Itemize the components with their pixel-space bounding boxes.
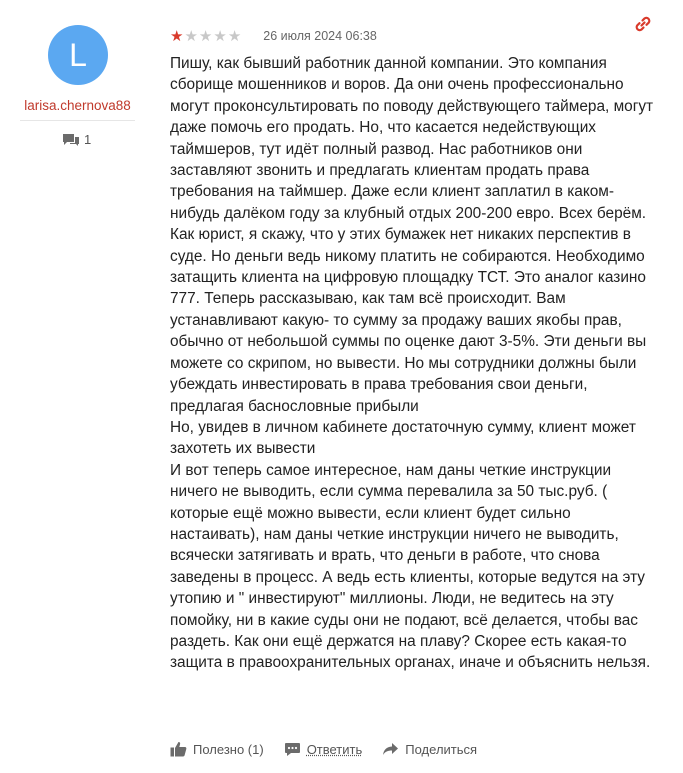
review-date: 26 июля 2024 06:38 [263, 29, 377, 43]
comment-icon [284, 742, 301, 757]
star-empty-icon: ★ [198, 27, 213, 45]
author-divider [20, 120, 135, 121]
star-filled-icon: ★ [170, 27, 184, 45]
review-text [170, 53, 660, 674]
review-actions [170, 741, 497, 757]
star-empty-icon: ★ [227, 27, 242, 45]
review-paragraph: И вот теперь самое интересное, нам даны четкие инструкции ничего не выводить, если сумма перевалила за 50 тыс.руб. ( которые ещё можно вывести, если клиент будет сильно настаивать), нам даны четкие инструкции ничего не выводить, всячески затягивать и врать, что деньги в работе, что снова заведены в процесс. А ведь есть клиенты, которые ведутся на эту утопию и " инвестируют" миллионы. Люди, не ведитесь на эту помойку, ни в какие суды они не подают, всё делается, чтобы вас раздеть. Как они ещё держатся на плаву? Скорее есть какая-то защита в правоохранительных органах, иначе и объяснить нельзя. [170, 461, 651, 672]
author-reviews-count[interactable] [62, 132, 91, 147]
comments-icon [62, 133, 80, 147]
reply-button[interactable] [284, 742, 363, 757]
reply-label: Ответить [306, 741, 363, 757]
share-label: Поделиться [405, 741, 478, 757]
star-empty-icon: ★ [213, 27, 227, 45]
rating-stars [170, 29, 241, 44]
review-paragraph: Пишу, как бывший работник данной компании. Это компания сборище мошенников и воров. Да они очень профессионально могут проконсультировать по поводу действующего таймера, могут даже помочь его продать. Но, что касается недействующих таймшеров, тут идёт полный развод. Нас работников они заставляют звонить и предлагать клиентам продать права требования на таймшер. Даже если клиент заплатил в каком- нибудь далёком году за клубный отдых 200-200 евро. Всех берём. Как юрист, я скажу, что у этих бумажек нет никаких перспектив в суде. Но деньги ведь никому платить не собираются. Необходимо затащить клиента на цифровую площадку ТСТ. Это аналог казино 777. Теперь рассказываю, как там всё происходит. Вам устанавливают какую- то сумму за продажу ваших якобы прав, обычно от небольшой суммы по оценке дают 3-5%. Эти деньги вы можете со скрипом, но вывести. Но мы сотрудники должны были убеждать инвестировать в права требования свои деньги, предлагая баснословные прибыли [170, 55, 654, 415]
review-paragraph: Но, увидев в личном кабинете достаточную сумму, клиент может захотеть их вывести [170, 418, 636, 458]
share-button[interactable] [382, 742, 477, 757]
thumbs-up-icon [170, 741, 187, 757]
avatar[interactable]: L [48, 25, 108, 85]
share-icon [382, 742, 399, 756]
useful-label: Полезно (1) [193, 741, 264, 757]
useful-button[interactable] [170, 741, 264, 757]
star-empty-icon: ★ [184, 27, 198, 45]
author-name-link[interactable]: larisa.chernova88 [24, 98, 131, 113]
review-meta [170, 27, 660, 45]
reviews-count-value: 1 [84, 132, 92, 147]
review-main [170, 27, 660, 674]
